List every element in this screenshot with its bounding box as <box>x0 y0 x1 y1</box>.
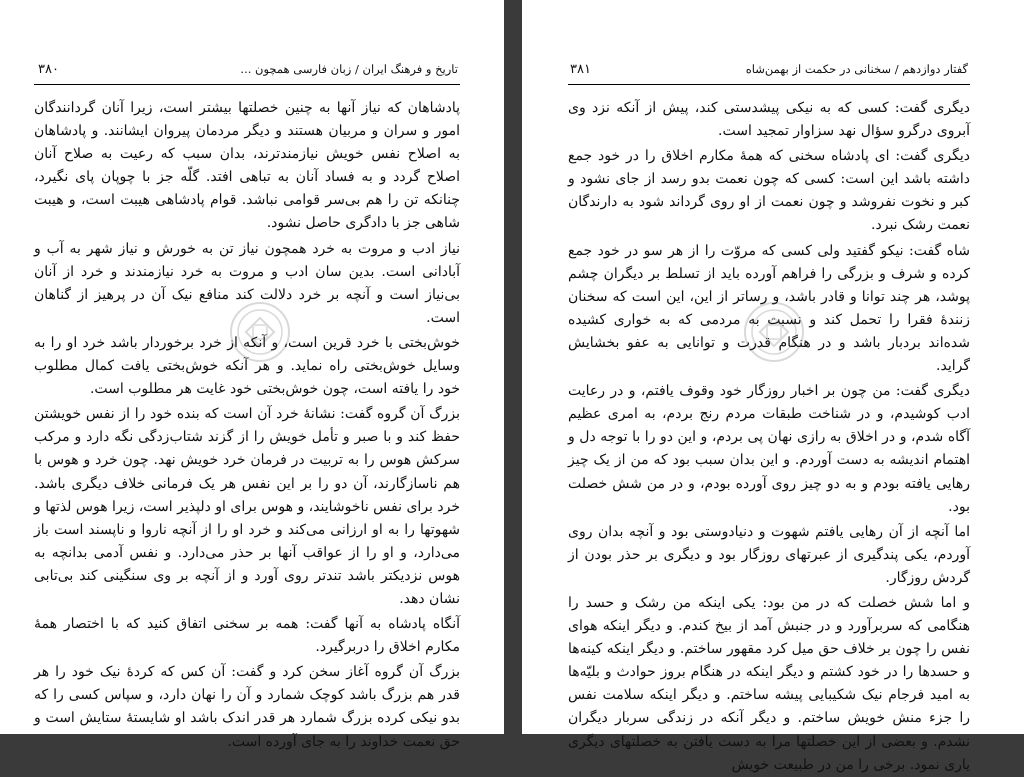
right-paragraph-6: و اما شش خصلت که در من بود: یکی اینکه من رشک و حسد را هنگامی که سربرآورد و در جنبش آمد از بیخ کندم. و دیگر اینکه هوای نفس را چون بر خلاف حق میل کرد مقهور ساختم. و دیگر اینکه کینه‌ها و حسدها را در خود کشتم و دیگر اینکه در هنگام بروز حوادث و بلیّه‌ها به امید فرجام نیک شکیبایی پیشه ساختم. و دیگر اینکه سلامت نفس را جزء منش خویش ساختم. و دیگر آنکه در زندگی سربار دیگران نشدم. و بعضی از این خصلتها مرا به دست یافتن به خصلتهای دیگری یاری نمود. برخی را من در طبیعت خویش <box>568 594 970 773</box>
right-running-head: گفتار دوازدهم / سخنانی در حکمت از بهمن‌شاه <box>745 62 968 76</box>
left-paragraph-6: بزرگ آن گروه آغاز سخن کرد و گفت: آن کس که کردهٔ نیک خود را هر قدر هم بزرگ باشد کوچک شمارد و آن را نهان دارد، و سپاس کسی را که بدو نیکی کرده بزرگ شمارد هر قدر اندک باشد او شایستهٔ ستایش است و حق نعمت خداوند را به جای آورده است. <box>34 664 460 750</box>
left-paragraph-2: نیاز ادب و مروت به خرد همچون نیاز تن به خورش و نیاز شهر به آب و آبادانی است. بدین سان ادب و مروت به خرد نیازمندند و خرد از آنان بی‌نیاز است و آنچه بر خرد دلالت کند منافع نیک آن در پرهیز از گناهان است. <box>34 240 460 326</box>
left-paragraph-3: خوش‌بختی با خرد قرین است، و آنکه از خرد برخوردار باشد خرد او را به وسایل خوش‌بختی راه نماید. و هر آنکه خوش‌بختی یافت کمال مطلوب خود را یافته است، چون خوش‌بختی خود غایت هر مطلوب است. <box>34 334 460 398</box>
right-paragraph-3: شاه گفت: نیکو گفتید ولی کسی که مروّت را از هر سو در خود جمع کرده و شرف و بزرگی را فراهم آورده باید از تسلط بر دیگران چشم پوشد، هر چند توانا و قادر باشد، و رساتر از این، این است که سخنان زنندهٔ فقرا را تحمل کند و نسبت به مردمی که به خواری کشیده شده‌اند بردبار باشد و در هنگام قدرت و توانایی به عفو بخشایش گراید. <box>568 242 970 375</box>
left-page-header <box>34 58 460 85</box>
right-page-header <box>568 58 970 85</box>
left-running-head: تاریخ و فرهنگ ایران / زبان فارسی همچون ... <box>240 62 458 76</box>
left-page-number: ۳۸۰ <box>38 62 59 77</box>
right-page-number: ۳۸۱ <box>570 62 591 77</box>
left-paragraph-1: پادشاهان که نیاز آنها به چنین خصلتها بیشتر است، زیرا آنان گردانندگان امور و سران و مربیان هستند و دیگر مردمان پیروان ایشانند. و پادشاهان به اصلاح نفس خویش نیازمندترند، بدان سبب که رعیت به صلاح آنان اصلاح گردد و به فساد آنان به تباهی افتد. گلّه جز با چوپان پای نگیرد، چنانکه تن را هم بی‌سر قوامی نباشد. قوام پادشاهی هیبت است، و هیبت شاهی جز با دادگری حاصل نشود. <box>34 100 460 232</box>
right-paragraph-4: دیگری گفت: من چون بر اخبار روزگار خود وقوف یافتم، و در رعایت ادب کوشیدم، و در شناخت طبقات مردم رنج بردم، به امری عظیم آگاه شدم، و در اخلاق به رازی نهان پی بردم، و این دو را با توجه دل و اهتمام اندیشه به دست آوردم. و این بدان سبب بود که من از یک چیز رهایی یافته بودم و به دو چیز روی آورده بودم، و در من شش خصلت بود. <box>568 383 970 515</box>
left-paragraph-4: بزرگ آن گروه گفت: نشانهٔ خرد آن است که بنده خود را از نفس خویشتن حفظ کند و با صبر و تأمل خویش را از گزند شتاب‌زدگی نگه دارد و مرکب سرکش هوس را به تربیت در فرمان خرد خویش نهد. چون خرد و هوس با هم ناسازگارند، آن دو را بر این نفس هر یک فرمانی خلاف دیگری باشد. خرد برای نفس ناخوشایند، و هوس برای او دلپذیر است، زیرا هوس لذتها و شهوتها را به او ارزانی می‌کند و خرد او را از آنچه ناروا و ناپسند است باز می‌دارد، و او را از عواقب آنها بر حذر می‌دارد. و نفس آدمی بدانچه به هوس نزدیکتر باشد تندتر روی آورد و از آنچه بر وی سنگینی کند بی‌تابی نشان دهد. <box>34 406 460 607</box>
left-paragraph-5: آنگاه پادشاه به آنها گفت: همه بر سخنی اتفاق کنید که با اختصار همهٔ مکارم اخلاق را دربرگیرد. <box>34 616 460 656</box>
right-paragraph-5: اما آنچه از آن رهایی یافتم شهوت و دنیادوستی بود و آنچه بدان روی آوردم، یکی پندگیری از عبرتهای روزگار بود و دیگری بر حذر بودن از گردش روزگار. <box>568 523 970 586</box>
left-page-body <box>34 97 460 754</box>
right-paragraph-2: دیگری گفت: ای پادشاه سخنی که همهٔ مکارم اخلاق را در خود جمع داشته باشد این است: کسی که چون نعمت بدو رسد از جای نشود و کبر و نخوت نفروشد و چون نعمت از او روی گرداند شود به دارندگان نعمت رشک نبرد. <box>568 148 970 234</box>
page-gutter <box>504 0 522 734</box>
right-page <box>522 0 1024 773</box>
left-page <box>0 0 504 750</box>
right-paragraph-1: دیگری گفت: کسی که به نیکی پیشدستی کند، پیش از آنکه نزد وی آبروی درگرو سؤال نهد سزاوار تمجید است. <box>568 100 970 140</box>
right-page-body <box>568 97 970 777</box>
